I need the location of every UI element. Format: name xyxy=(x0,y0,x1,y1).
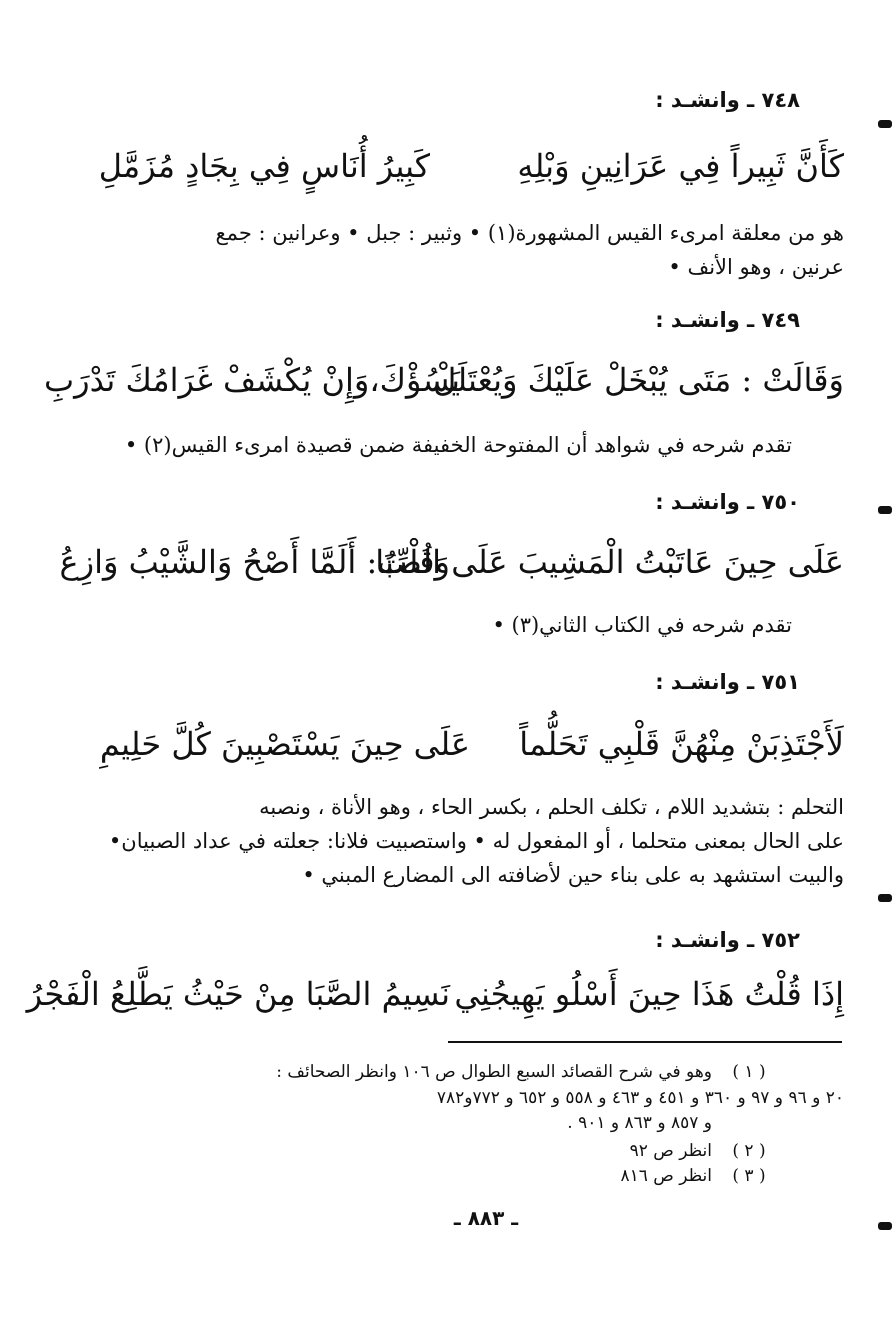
commentary-line: تقدم شرحه في شواهد أن المفتوحة الخفيفة ضمن قصيدة امرىء القيس(٢) • xyxy=(124,433,792,457)
entry-heading: ٧٥٢ ـ وانشـد : xyxy=(655,928,800,952)
commentary-line: هو من معلقة امرىء القيس المشهورة(١) • وثبير : جبل • وعرانين : جمع xyxy=(215,221,844,245)
verse-first-hemistich: إِذَا قُلْتُ هَذَا حِينَ أَسْلُو يَهِيجُنِي xyxy=(454,975,844,1013)
footnote xyxy=(0,1164,892,1190)
commentary-line: عرنين ، وهو الأنف • xyxy=(668,255,844,279)
verse-second-hemistich: يَسُؤْكَ،وَإِنْ يُكْشَفْ غَرَامُكَ تَدْرَبِ xyxy=(44,361,460,399)
scan-edge-mark xyxy=(878,506,892,514)
commentary xyxy=(84,790,844,892)
page-number: ـ ٨٨٣ ـ xyxy=(453,1206,519,1230)
verse-second-hemistich: عَلَى حِينَ يَسْتَصْبِينَ كُلَّ حَلِيمِ xyxy=(99,725,470,763)
commentary-line: تقدم شرحه في الكتاب الثاني(٣) • xyxy=(492,613,792,637)
scan-edge-mark xyxy=(878,1222,892,1230)
verse-second-hemistich: كَبِيرُ أُنَاسٍ فِي بِجَادٍ مُزَمَّلِ xyxy=(98,147,430,185)
footnote-number: ( ٢ ) xyxy=(732,1141,766,1161)
verse-second-hemistich: وَقُلْتُ: أَلَمَّا أَصْحُ وَالشَّيْبُ وَازِعُ xyxy=(59,543,450,581)
entry-heading: ٧٥١ ـ وانشـد : xyxy=(655,670,800,694)
footnote-continuation: ٢٠ و ٩٦ و ٩٧ و ٣٦٠ و ٤٥١ و ٤٦٣ و ٥٥٨ و ٦٥٢ و ٧٧٢و٧٨٢ xyxy=(436,1088,844,1108)
commentary xyxy=(84,216,844,284)
commentary-line: على الحال بمعنى متحلما ، أو المفعول له • واستصبيت فلانا: جعلته في عداد الصبيان• xyxy=(108,829,844,853)
verse-first-hemistich: عَلَى حِينَ عَاتَبْتُ الْمَشِيبَ عَلَى الصِّبَا xyxy=(375,543,844,581)
entry-heading: ٧٤٨ ـ وانشـد : xyxy=(655,88,800,112)
footnote-continuation: و ٨٥٧ و ٨٦٣ و ٩٠١ . xyxy=(567,1113,712,1133)
commentary-line: والبيت استشهد به على بناء حين لأضافته الى المضارع المبني • xyxy=(302,863,844,887)
footnote-line: انظر ص ٨١٦ xyxy=(620,1166,712,1186)
commentary-line: التحلم : بتشديد اللام ، تكلف الحلم ، بكسر الحاء ، وهو الأناة ، ونصبه xyxy=(259,795,844,819)
footnote-rule xyxy=(448,1041,842,1043)
commentary xyxy=(92,608,792,642)
footnote-line: انظر ص ٩٢ xyxy=(629,1141,712,1161)
footnote xyxy=(0,1139,892,1165)
entry-heading: ٧٥٠ ـ وانشـد : xyxy=(655,490,800,514)
footnote xyxy=(0,1060,892,1086)
verse-first-hemistich: لَأَجْتَذِبَنْ مِنْهُنَّ قَلْبِي تَحَلُّماً xyxy=(519,725,844,763)
verse-first-hemistich: وَقَالَتْ : مَتَى يُبْخَلْ عَلَيْكَ وَيُعْتَلَلْ xyxy=(433,361,844,399)
scan-edge-mark xyxy=(878,894,892,902)
scan-edge-mark xyxy=(878,120,892,128)
verse-second-hemistich: نَسِيمُ الصَّبَا مِنْ حَيْثُ يَطَّلِعُ الْفَجْرُ xyxy=(26,975,450,1013)
footnote-number: ( ١ ) xyxy=(732,1062,766,1082)
footnote-line: وهو في شرح القصائد السبع الطوال ص ١٠٦ وانظر الصحائف : xyxy=(276,1062,712,1082)
verse-first-hemistich: كَأَنَّ ثَبِيراً فِي عَرَانِينِ وَبْلِهِ xyxy=(517,147,844,185)
commentary xyxy=(92,428,792,462)
entry-heading: ٧٤٩ ـ وانشـد : xyxy=(655,308,800,332)
footnote-number: ( ٣ ) xyxy=(732,1166,766,1186)
